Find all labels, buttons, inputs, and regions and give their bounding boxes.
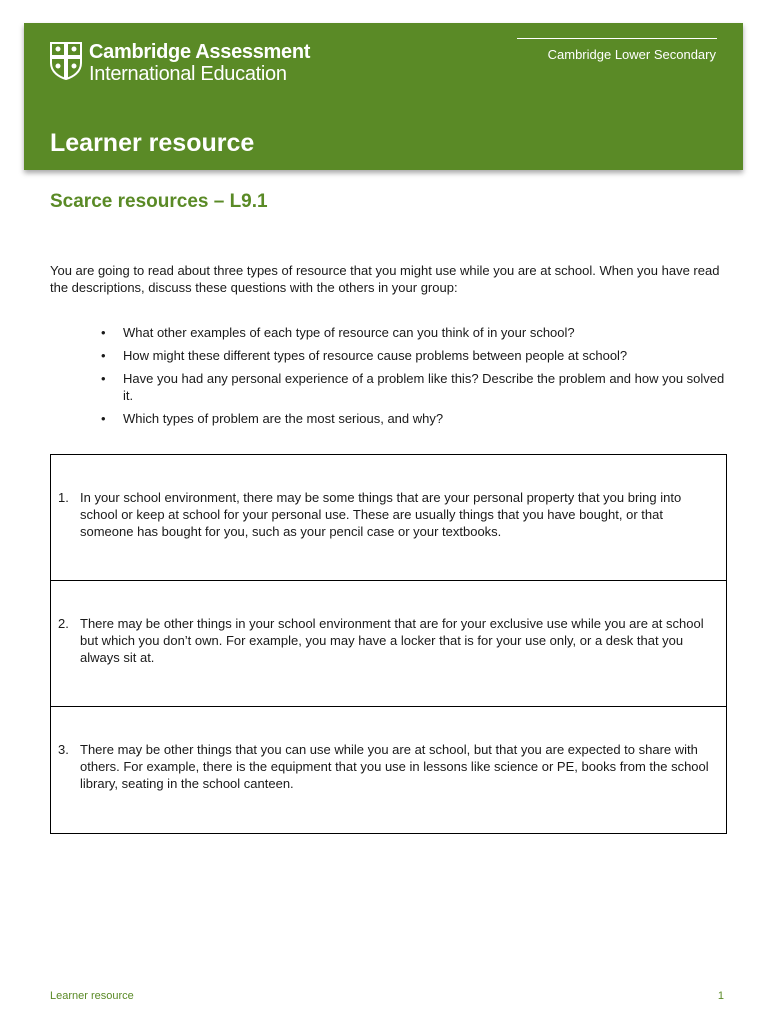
bullet-icon: • [101, 325, 106, 340]
item-text: There may be other things that you can use while you are at school, but that you are expected to share with others. For example, there is the equipment that you use in lessons like science or PE, books from the school library, seating in the school canteen. [80, 742, 709, 791]
question-text: Which types of problem are the most serious, and why? [123, 411, 444, 426]
page-number: 1 [717, 990, 724, 1002]
list-item [50, 347, 730, 364]
question-text: How might these different types of resource cause problems between people at school? [123, 348, 628, 363]
cambridge-shield-icon [49, 41, 83, 81]
banner-title: Learner resource [50, 129, 255, 157]
question-text: Have you had any personal experience of a problem like this? Describe the problem and how you solved it. [123, 371, 725, 403]
item-number: 1. [58, 490, 69, 505]
question-text: What other examples of each type of resource can you think of in your school? [123, 325, 575, 340]
logo-name-line1: Cambridge Assessment [89, 41, 311, 63]
item-text: There may be other things in your school environment that are for your exclusive use while you are at school but which you don’t own. For example, you may have a locker that is for your use only, or a desk that you always sit at. [80, 616, 704, 665]
header-banner [24, 23, 743, 170]
item-number: 3. [58, 742, 69, 757]
table-row [51, 581, 726, 707]
document-title: Scarce resources – L9.1 [50, 191, 268, 212]
discussion-questions [50, 324, 730, 433]
bullet-icon: • [101, 371, 106, 386]
list-item [50, 324, 730, 341]
list-item [50, 410, 730, 427]
bullet-icon: • [101, 348, 106, 363]
item-number: 2. [58, 616, 69, 631]
table-row [51, 455, 726, 581]
cambridge-logo [49, 41, 310, 85]
intro-paragraph: You are going to read about three types of resource that you might use while you are at school. When you have read the descriptions, discuss these questions with the others in your group: [50, 263, 720, 295]
footer-label: Learner resource [50, 990, 134, 1002]
list-item [50, 370, 730, 404]
bullet-icon: • [101, 411, 106, 426]
logo-name-line2: International Education [89, 63, 287, 85]
item-text: In your school environment, there may be some things that are your personal property that you bring into school or keep at school for your personal use. These are usually things that you have bought, or that someone has bought for you, such as your pencil case or your textbooks. [80, 490, 682, 539]
header-divider [517, 38, 717, 39]
table-row [51, 707, 726, 833]
programme-name: Cambridge Lower Secondary [547, 47, 716, 62]
resource-types-table [50, 454, 727, 834]
